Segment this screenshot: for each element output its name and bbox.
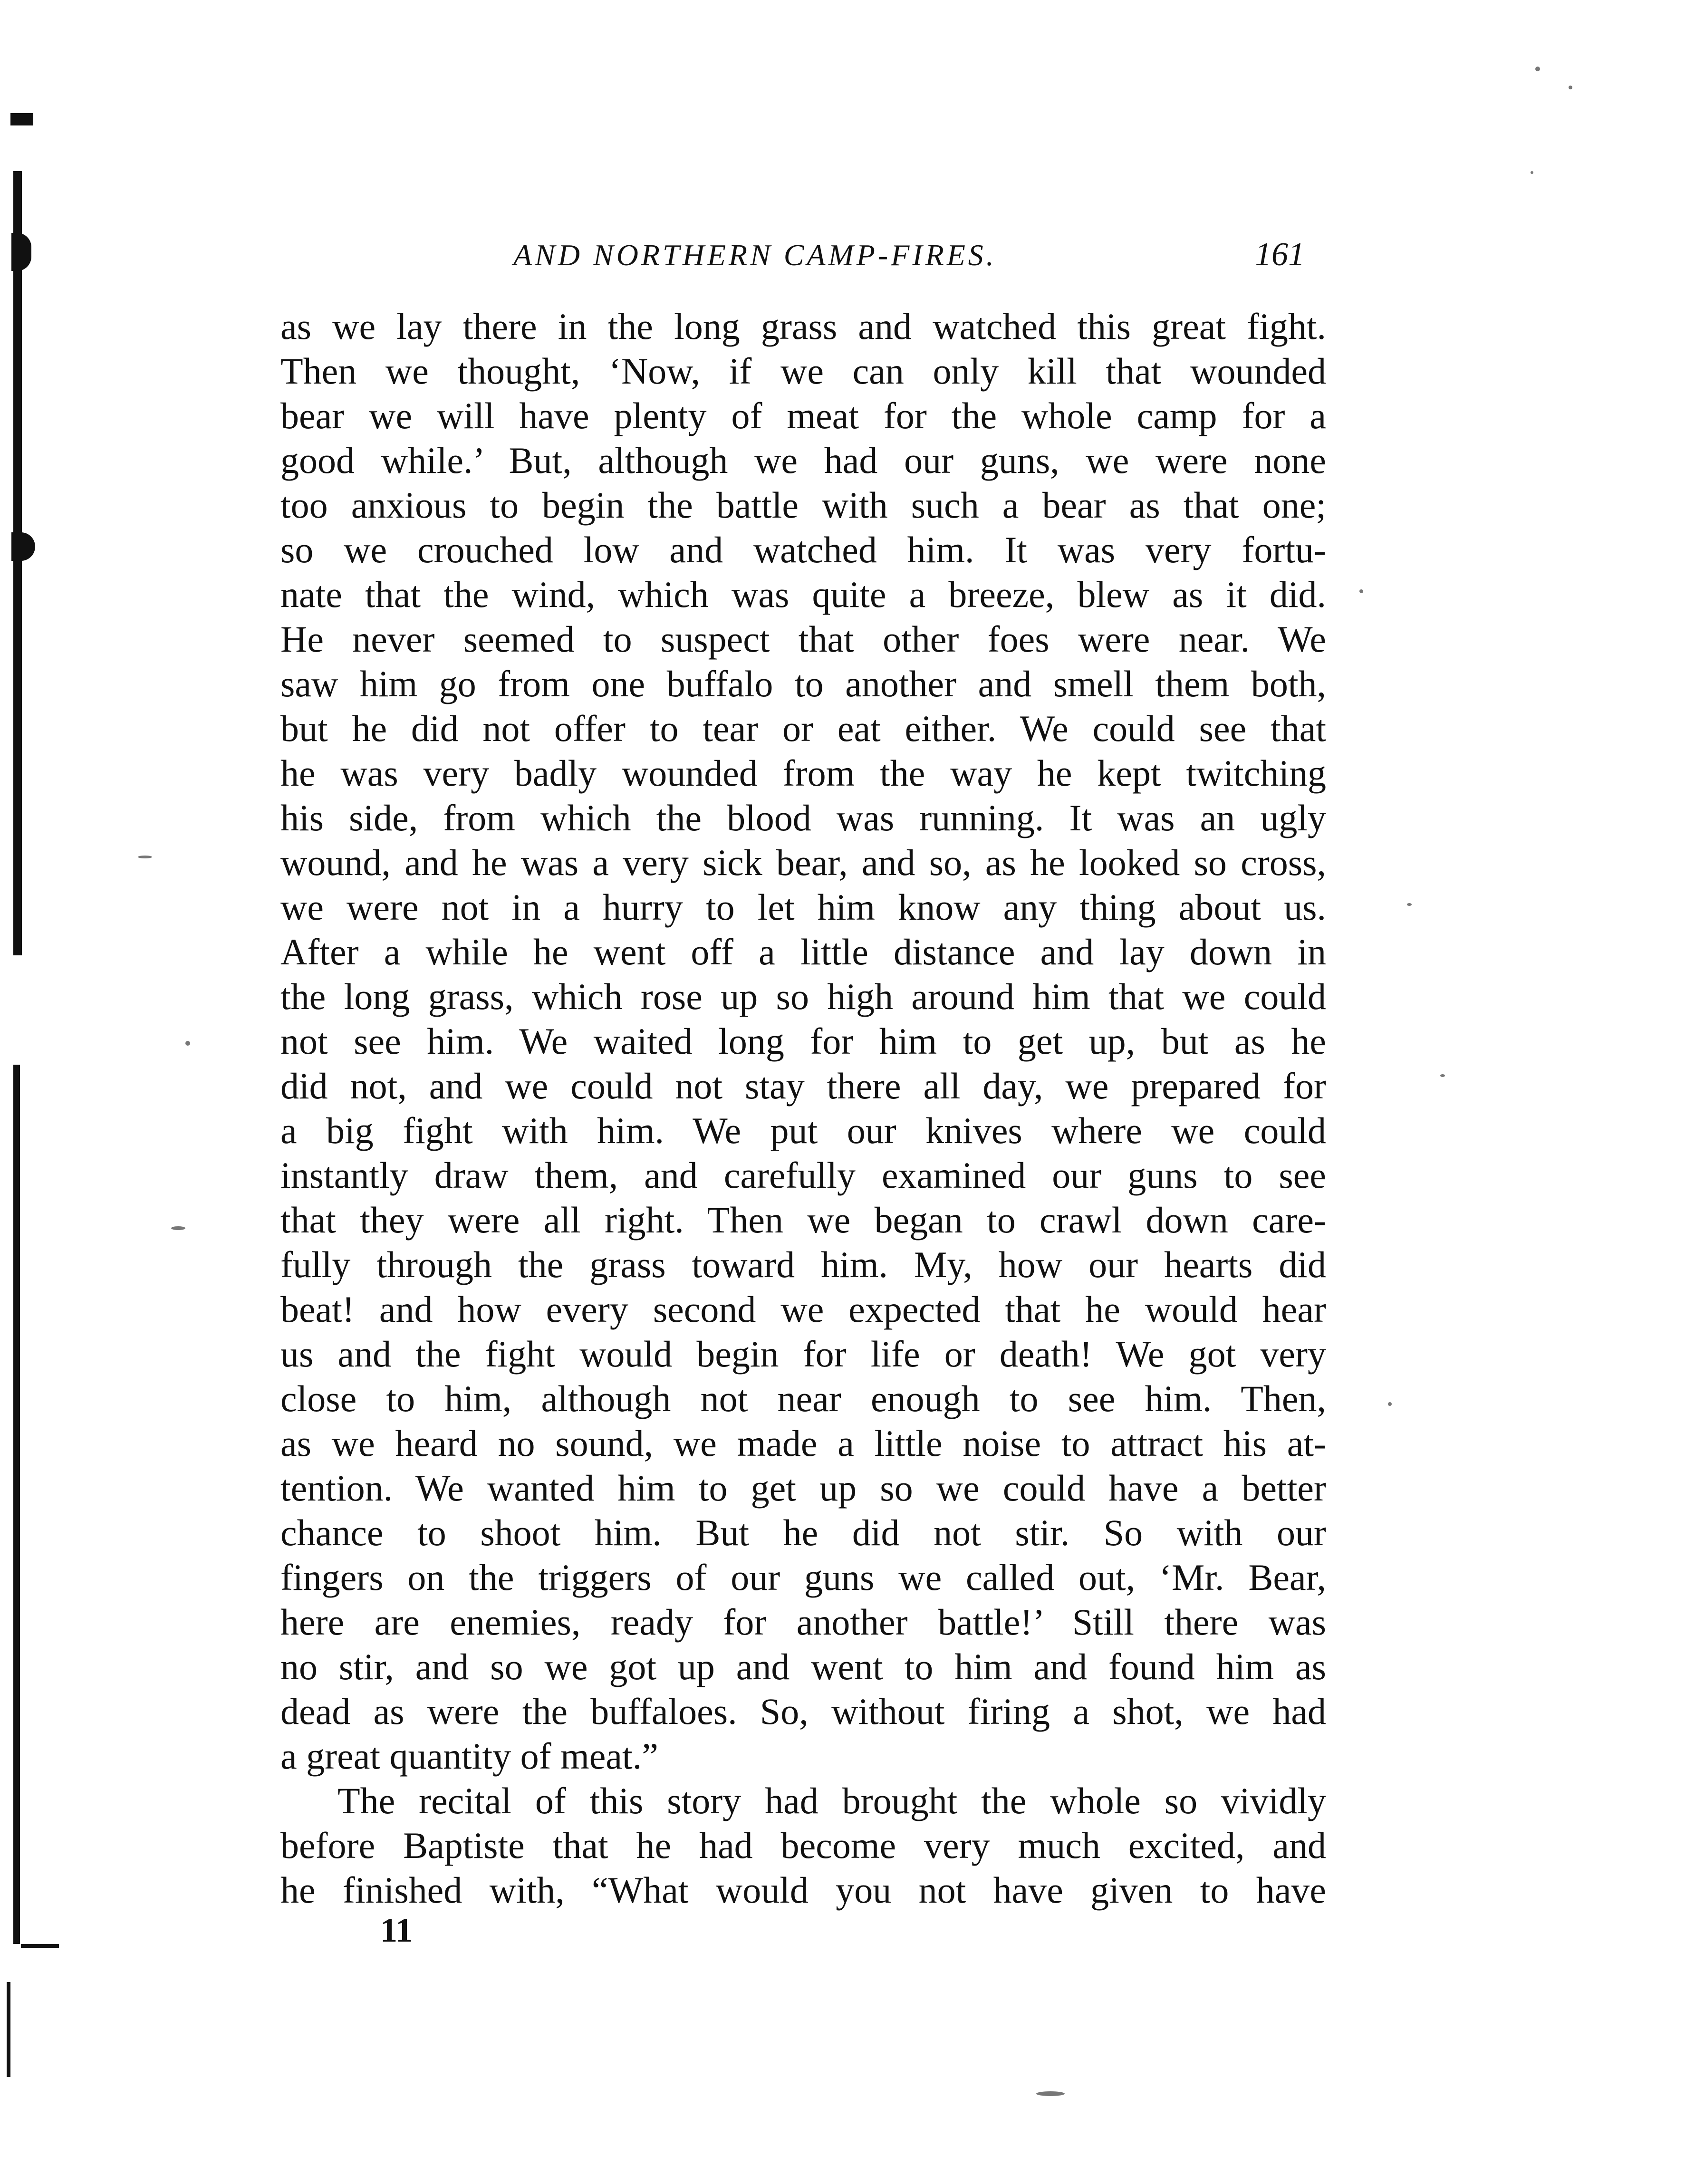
running-head: AND NORTHERN CAMP-FIRES. bbox=[513, 238, 997, 272]
text-line: he finished with, “What would you not have given to have bbox=[280, 1869, 1326, 1911]
text-line: Then we thought, ‘Now, if we can only kill that wounded bbox=[280, 350, 1326, 392]
text-line: instantly draw them, and carefully examined our guns to see bbox=[280, 1155, 1326, 1196]
text-line: but he did not offer to tear or eat either. We could see that bbox=[280, 708, 1326, 749]
text-line: tention. We wanted him to get up so we could have a better bbox=[280, 1467, 1326, 1509]
text-line: here are enemies, ready for another battle!’ Still there was bbox=[280, 1601, 1326, 1643]
text-line: close to him, although not near enough to see him. Then, bbox=[280, 1378, 1326, 1419]
text-line: fully through the grass toward him. My, how our hearts did bbox=[280, 1244, 1326, 1285]
text-line: did not, and we could not stay there all day, we prepared for bbox=[280, 1065, 1326, 1106]
text-line: a big fight with him. We put our knives where we could bbox=[280, 1110, 1326, 1151]
text-line: too anxious to begin the battle with such a bear as that one; bbox=[280, 484, 1326, 526]
page-number: 161 bbox=[1255, 236, 1305, 273]
text-line: the long grass, which rose up so high around him that we could bbox=[280, 976, 1326, 1017]
text-line: nate that the wind, which was quite a breeze, blew as it did. bbox=[280, 574, 1326, 615]
text-line: he was very badly wounded from the way he kept twitching bbox=[280, 752, 1326, 794]
text-line: a great quantity of meat.” bbox=[280, 1735, 658, 1777]
text-line: as we heard no sound, we made a little noise to attract his at- bbox=[280, 1423, 1326, 1464]
text-line: wound, and he was a very sick bear, and so, as he looked so cross, bbox=[280, 842, 1326, 883]
text-line: not see him. We waited long for him to get up, but as he bbox=[280, 1020, 1326, 1062]
text-line: saw him go from one buffalo to another and smell them both, bbox=[280, 663, 1326, 704]
binding-mark bbox=[10, 113, 33, 125]
text-line: fingers on the triggers of our guns we called out, ‘Mr. Bear, bbox=[280, 1557, 1326, 1598]
text-line: his side, from which the blood was running. It was an ugly bbox=[280, 797, 1326, 838]
binding-notch bbox=[11, 532, 35, 561]
text-line: After a while he went off a little distance and lay down in bbox=[280, 931, 1326, 972]
text-line: bear we will have plenty of meat for the whole camp for a bbox=[280, 395, 1326, 436]
binding-edge bbox=[13, 1065, 20, 1944]
text-line: dead as were the buffaloes. So, without firing a shot, we had bbox=[280, 1691, 1326, 1732]
body-text bbox=[280, 304, 1326, 1913]
text-line: before Baptiste that he had become very much excited, and bbox=[280, 1825, 1326, 1866]
binding-mark bbox=[21, 1944, 59, 1948]
binding-edge bbox=[7, 1982, 10, 2077]
binding-notch bbox=[11, 233, 31, 271]
text-line: us and the fight would begin for life or death! We got very bbox=[280, 1333, 1326, 1375]
signature-mark: 11 bbox=[380, 1911, 413, 1949]
text-line: as we lay there in the long grass and watched this great fight. bbox=[280, 306, 1326, 347]
text-line: He never seemed to suspect that other foes were near. We bbox=[280, 618, 1326, 660]
text-line: beat! and how every second we expected that he would hear bbox=[280, 1289, 1326, 1330]
text-line: no stir, and so we got up and went to him and found him as bbox=[280, 1646, 1326, 1687]
text-line: so we crouched low and watched him. It was very fortu- bbox=[280, 529, 1326, 570]
binding-edge bbox=[13, 171, 22, 955]
paragraph-start-line: The recital of this story had brought the whole so vividly bbox=[337, 1780, 1326, 1821]
text-line: chance to shoot him. But he did not stir. So with our bbox=[280, 1512, 1326, 1553]
text-line: we were not in a hurry to let him know any thing about us. bbox=[280, 886, 1326, 928]
text-line: good while.’ But, although we had our guns, we were none bbox=[280, 440, 1326, 481]
text-line: that they were all right. Then we began to crawl down care- bbox=[280, 1199, 1326, 1241]
